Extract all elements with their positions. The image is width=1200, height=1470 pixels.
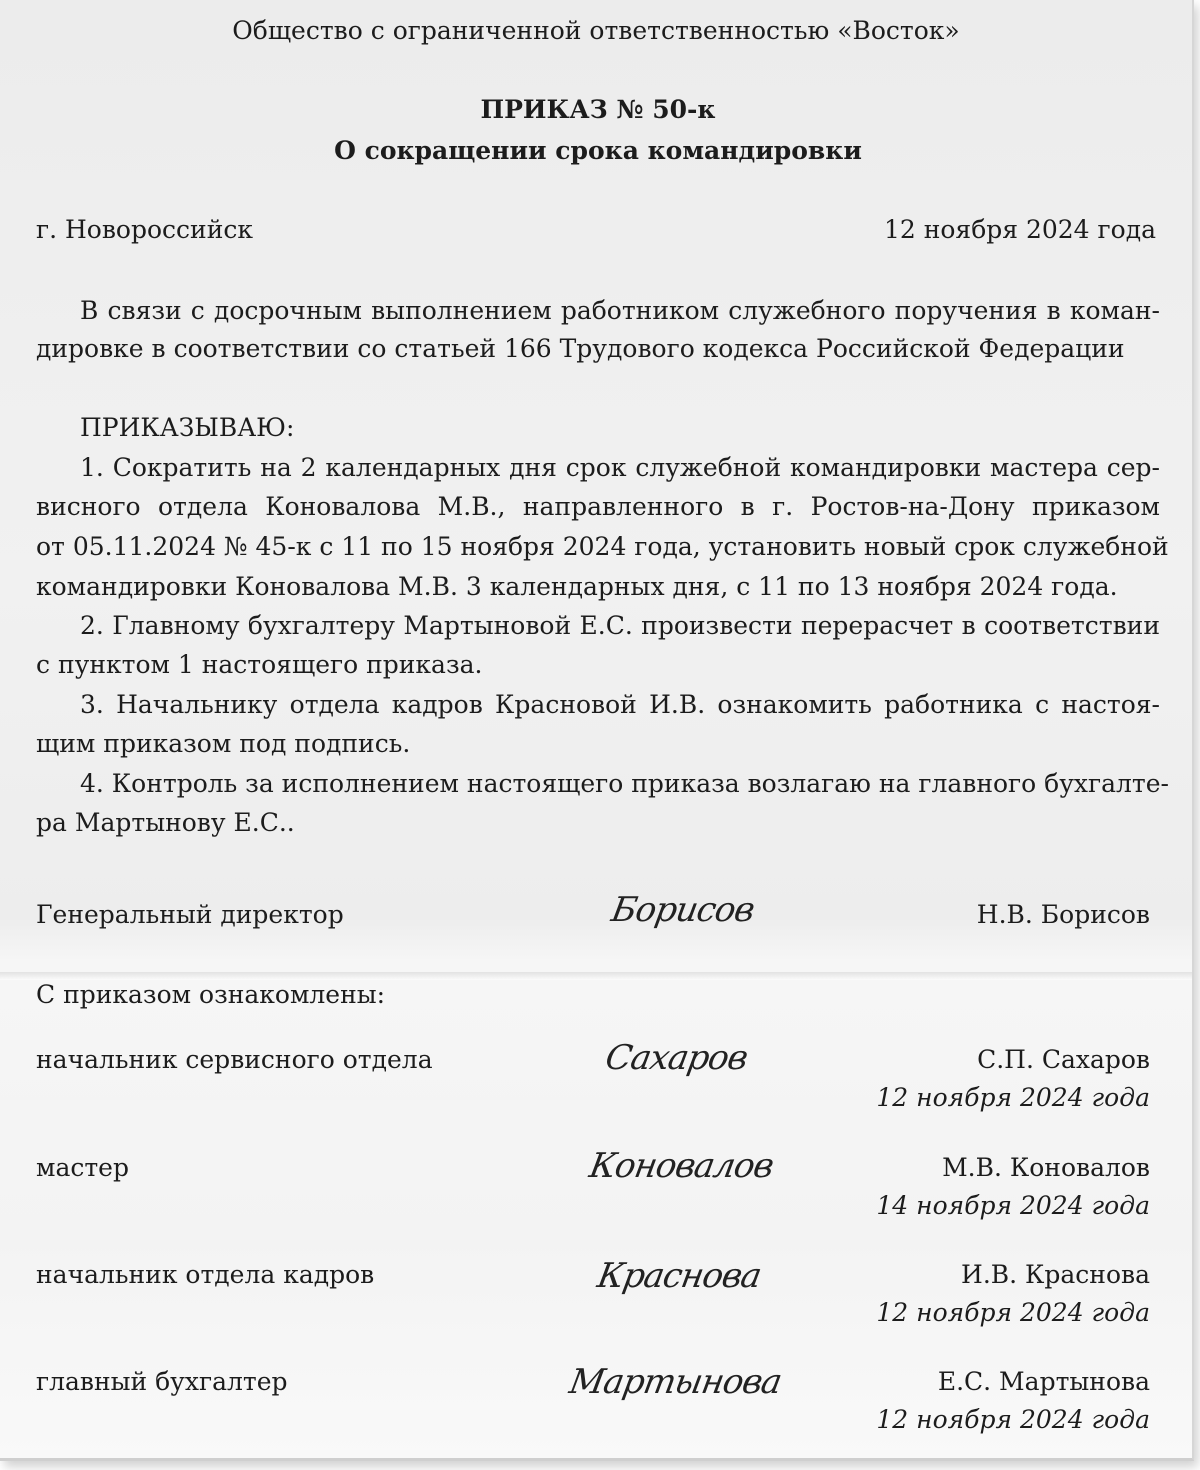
acquainted-date: 12 ноября 2024 года [876, 1083, 1150, 1112]
paper-fold [0, 972, 1192, 980]
acquainted-date: 14 ноября 2024 года [876, 1191, 1150, 1220]
acquainted-signature: Коновалов [586, 1146, 777, 1186]
organization-name: Общество с ограниченной ответственностью «Восток» [232, 16, 960, 45]
item-line: ра Мартынову Е.С.. [36, 808, 295, 837]
director-signature: Борисов [608, 890, 757, 930]
order-word: ПРИКАЗЫВАЮ: [80, 413, 295, 442]
preamble-line-1: В связи с досрочным выполнением работником служебного поручения в коман- [80, 296, 1160, 325]
acquainted-title: С приказом ознакомлены: [36, 980, 386, 1009]
acquainted-name: И.В. Краснова [961, 1260, 1150, 1289]
acquainted-position: мастер [36, 1153, 129, 1182]
item-line: командировки Коновалова М.В. 3 календарных дня, с 11 по 13 ноября 2024 года. [36, 572, 1118, 601]
item-line: от 05.11.2024 № 45-к с 11 по 15 ноября 2024 года, установить новый срок служебной [36, 532, 1169, 561]
director-name: Н.В. Борисов [976, 900, 1150, 929]
item-line: 3. Начальнику отдела кадров Красновой И.В. ознакомить работника с настоя- [80, 690, 1160, 719]
acquainted-date: 12 ноября 2024 года [876, 1405, 1150, 1434]
acquainted-position: начальник отдела кадров [36, 1260, 375, 1289]
acquainted-signature: Краснова [594, 1256, 764, 1296]
acquainted-signature: Сахаров [602, 1038, 751, 1078]
order-place: г. Новороссийск [36, 215, 253, 244]
acquainted-position: начальник сервисного отдела [36, 1045, 433, 1074]
item-line: щим приказом под подпись. [36, 729, 411, 758]
item-line: висного отдела Коновалова М.В., направленного в г. Ростов-на-Дону приказом [36, 492, 1160, 521]
order-subject: О сокращении срока командировки [334, 136, 862, 165]
acquainted-position: главный бухгалтер [36, 1367, 288, 1396]
director-position: Генеральный директор [36, 900, 344, 929]
item-line: 2. Главному бухгалтеру Мартыновой Е.С. произвести перерасчет в соответствии [80, 611, 1160, 640]
item-line: с пунктом 1 настоящего приказа. [36, 650, 483, 679]
acquainted-name: М.В. Коновалов [942, 1153, 1150, 1182]
acquainted-row [36, 1260, 1150, 1330]
item-line: 1. Сократить на 2 календарных дня срок служебной командировки мастера сер- [80, 453, 1160, 482]
order-number: ПРИКАЗ № 50-к [480, 95, 716, 124]
acquainted-name: Е.С. Мартынова [937, 1367, 1150, 1396]
acquainted-name: С.П. Сахаров [977, 1045, 1150, 1074]
acquainted-row [36, 1045, 1150, 1115]
order-date: 12 ноября 2024 года [883, 215, 1156, 244]
preamble-line-2: дировке в соответствии со статьей 166 Трудового кодекса Российской Федерации [36, 334, 1125, 363]
item-line: 4. Контроль за исполнением настоящего приказа возлагаю на главного бухгалте- [80, 769, 1169, 798]
acquainted-date: 12 ноября 2024 года [876, 1298, 1150, 1327]
acquainted-signature: Мартынова [566, 1362, 785, 1402]
